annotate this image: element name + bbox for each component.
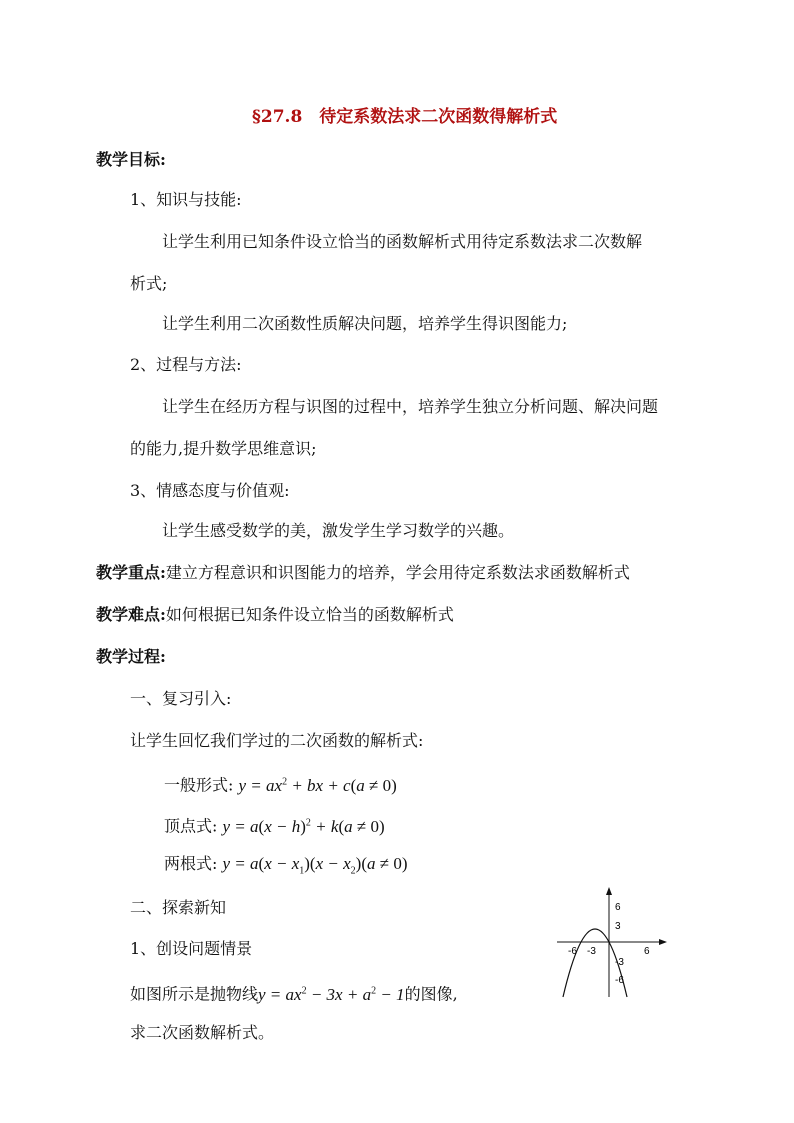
- roots-form-line: [164, 853, 407, 882]
- goal-1-heading: 1、知识与技能:: [130, 190, 242, 209]
- problem-formula: $y = ax^2 - 3x + a^2 - 1$: [258, 984, 405, 1004]
- document-title: §27.8 待定系数法求二次函数得解析式: [252, 107, 558, 127]
- graph-x-tick-3: 6: [644, 946, 650, 957]
- difficulty-text: 如何根据已知条件设立恰当的函数解析式: [165, 605, 454, 624]
- graph-y-tick-4: -6: [615, 975, 624, 986]
- graph-y-tick-2: 3: [615, 921, 621, 932]
- graph-x-tick-2: -3: [587, 946, 596, 957]
- goal-3-heading: 3、情感态度与价值观:: [130, 481, 290, 500]
- general-form-line: [164, 771, 397, 797]
- parabola-graph: [555, 885, 670, 1000]
- difficulty-label: 教学难点:: [96, 605, 166, 624]
- difficulty-line: [96, 604, 454, 626]
- graph-y-tick-3: -3: [615, 957, 624, 968]
- key-point-text: 建立方程意识和识图能力的培养，学会用待定系数法求函数解析式: [165, 563, 630, 582]
- vertex-form-line: [164, 812, 385, 838]
- key-point-label: 教学重点:: [96, 563, 166, 582]
- graph-y-tick-1: 6: [615, 902, 621, 913]
- explore-heading: 二、探索新知: [130, 898, 227, 917]
- recall-text: 让学生回忆我们学过的二次函数的解析式:: [130, 731, 424, 750]
- review-heading: 一、复习引入:: [130, 689, 232, 708]
- goal-2-text-line-2: 的能力,提升数学思维意识;: [130, 439, 317, 458]
- problem-prefix: 如图所示是抛物线: [130, 984, 259, 1004]
- roots-form-label: 两根式:: [164, 854, 218, 873]
- general-form-label: 一般形式:: [164, 775, 234, 795]
- roots-form-formula: $y = a(x - x_1)(x - x_2)(a \ne 0)$: [222, 854, 408, 877]
- goal-2-heading: 2、过程与方法:: [130, 355, 242, 374]
- problem-line-2: 求二次函数解析式。: [130, 1023, 275, 1042]
- graph-x-arrow: [659, 939, 667, 945]
- goal-1-text-line-2: 析式;: [130, 274, 168, 293]
- goals-heading: 教学目标:: [96, 150, 166, 169]
- key-point-line: [96, 562, 630, 584]
- general-form-formula: $y = ax^2$ + bx + c(a ≠ 0): [238, 775, 397, 795]
- goal-1-text-2: 让学生利用二次函数性质解决问题，培养学生得识图能力;: [162, 314, 568, 333]
- goal-2-text-line-1: 让学生在经历方程与识图的过程中，培养学生独立分析问题、解决问题: [162, 397, 659, 416]
- vertex-form-formula: $y = a(x - h)^2 + k(a \ne 0)$: [222, 816, 385, 836]
- process-heading: 教学过程:: [96, 647, 166, 666]
- graph-y-arrow: [606, 887, 612, 895]
- problem-suffix: 的图像,: [404, 984, 458, 1004]
- scenario-heading: 1、创设问题情景: [130, 939, 253, 958]
- problem-line: [130, 980, 458, 1006]
- goal-1-text-line-1: 让学生利用已知条件设立恰当的函数解析式用待定系数法求二次数解: [162, 232, 643, 251]
- graph-x-tick-1: -6: [568, 946, 577, 957]
- goal-3-text: 让学生感受数学的美，激发学生学习数学的兴趣。: [162, 521, 515, 540]
- vertex-form-label: 顶点式:: [164, 816, 218, 836]
